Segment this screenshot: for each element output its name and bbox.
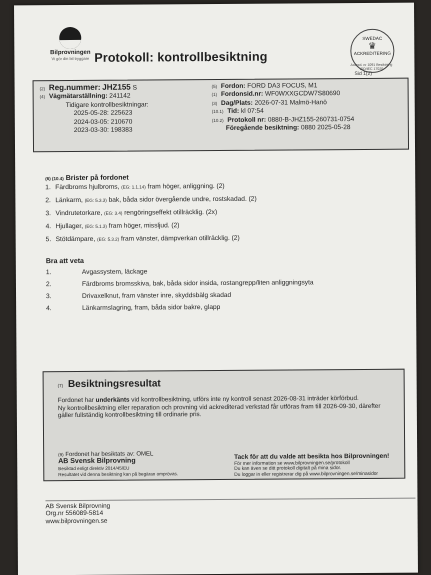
logo-emblem-icon bbox=[59, 27, 81, 49]
item-number: 1. bbox=[45, 184, 51, 192]
inspection-result-box bbox=[43, 369, 406, 482]
footer-org-number: Org.nr 556089-5814 bbox=[45, 510, 104, 518]
time-label: Tid: bbox=[227, 108, 240, 116]
defects-heading-text: Brister på fordonet bbox=[65, 174, 129, 183]
field-number: (1) bbox=[211, 92, 218, 98]
vehicle-value: FORD DA3 FOCUS, M1 bbox=[247, 82, 318, 90]
previous-inspections-label: Tidigare kontrollbesiktningar: bbox=[65, 101, 149, 109]
field-number: (3) bbox=[211, 100, 218, 106]
item-number: 4. bbox=[45, 223, 52, 231]
vehicle-label: Fordon: bbox=[220, 82, 246, 90]
field-number: (2) bbox=[39, 86, 46, 92]
item-number: 1. bbox=[45, 269, 52, 277]
defect-detail: rengöringseffekt otillräcklig. (2x) bbox=[122, 208, 218, 217]
reg-number-label: Reg.nummer: bbox=[48, 82, 101, 93]
odometer-value: 241142 bbox=[109, 92, 131, 101]
defect-detail: bak, båda sidor övergående undre, rostskadad. (2) bbox=[106, 195, 257, 204]
inspector-note: Resultatet vid denna besiktning kan på begäran omprövas. bbox=[58, 471, 179, 478]
thanks-info bbox=[234, 454, 404, 479]
swedac-seal-sub: ACKREDITERING bbox=[353, 50, 391, 57]
reg-number-suffix: S bbox=[132, 84, 137, 92]
defect-text: Hjullager, bbox=[55, 222, 84, 231]
defect-text: Länkarm, bbox=[55, 196, 83, 205]
defect-code: (EG: 3.4) bbox=[104, 210, 123, 216]
date-place-label: Dag/Plats: bbox=[220, 99, 253, 107]
inspector-info bbox=[58, 451, 218, 479]
protocol-sheet bbox=[14, 3, 418, 575]
field-number: (10.1) bbox=[211, 109, 224, 115]
item-number: 3. bbox=[46, 293, 52, 301]
good-to-know-heading: Bra att veta bbox=[45, 257, 84, 266]
logo-name: Bilprovningen bbox=[50, 49, 91, 57]
result-text bbox=[58, 395, 394, 420]
defect-detail: fram höger, anliggning. (2) bbox=[145, 182, 225, 191]
info-right-column bbox=[212, 82, 408, 134]
previous-inspection: 2024-03-05: 210670 bbox=[73, 118, 133, 126]
reg-number-value: JHZ155 bbox=[102, 82, 131, 92]
result-text-part: vid kontrollbesiktning, utförs inte ny kontroll senast 2026-08-31 inträder körförbud. bbox=[129, 395, 359, 404]
footer-website: www.bilprovningen.se bbox=[45, 517, 108, 526]
field-number: (10.2) bbox=[211, 117, 224, 123]
page-number: Sid 1(2) bbox=[354, 70, 373, 78]
protocol-number-label: Protokoll nr: bbox=[227, 116, 267, 124]
item-number: 2. bbox=[45, 281, 52, 289]
swedac-seal-text: SWEDAC bbox=[362, 35, 383, 41]
document-title: Protokoll: kontrollbesiktning bbox=[94, 49, 268, 65]
defects-section bbox=[45, 173, 396, 249]
result-text-part: Fordonet har bbox=[57, 396, 96, 405]
result-verdict: underkänts bbox=[95, 396, 130, 404]
inspector-directive: Besiktad enligt direktiv 2014/45/EU bbox=[58, 465, 130, 471]
footer-divider bbox=[45, 498, 415, 502]
info-left-column bbox=[40, 83, 210, 136]
note-item bbox=[46, 303, 396, 317]
item-number: 5. bbox=[45, 236, 52, 244]
previous-inspection-value: 0880 2025-05-28 bbox=[300, 124, 351, 132]
result-title bbox=[58, 378, 161, 390]
note-text: Färdbroms bromsskiva, bak, båda sidor insida, rostangrepp/liten anliggningsyta bbox=[81, 279, 314, 288]
bilprovningen-logo bbox=[40, 27, 100, 61]
item-number: 4. bbox=[46, 305, 52, 313]
odometer-label: Vägmätarställning: bbox=[48, 93, 108, 101]
thanks-text: Tack för att du valde att besikta hos Bilprovningen! bbox=[234, 452, 390, 461]
defect-text: Stötdämpare, bbox=[55, 235, 96, 244]
field-number: (6) (10.4) bbox=[45, 176, 64, 182]
crown-icon: ♛ bbox=[368, 40, 377, 51]
date-place-value: 2026-07-31 Malmö-Hanö bbox=[254, 99, 327, 107]
info-line: För mer information se www.bilprovningen.se/protokoll bbox=[234, 460, 350, 467]
vehicle-info-box bbox=[33, 78, 409, 153]
inspector-org: AB Svensk Bilprovning bbox=[58, 457, 136, 465]
note-text: Drivaxelknut, fram vänster inre, skyddsbälg skadad bbox=[82, 291, 232, 300]
defect-detail: fram vänster, dämpverkan otillräcklig. (2) bbox=[119, 234, 240, 243]
item-number: 2. bbox=[45, 197, 51, 205]
swedac-note: Ackred. nr 1091 Besiktning ISO/IEC 17020 bbox=[350, 62, 393, 72]
defect-detail: fram höger, missljud. (2) bbox=[106, 222, 180, 230]
note-text: Länkarmslagring, fram, båda sidor bakre, glapp bbox=[82, 303, 221, 312]
inspected-by-text: Fordonet har besiktats av: OMEL bbox=[65, 451, 154, 459]
defect-text: Vindrutetorkare, bbox=[55, 209, 103, 218]
defect-code: (EG: 1.1.14) bbox=[121, 184, 146, 190]
time-value: kl 07:54 bbox=[240, 107, 264, 116]
field-number: (5) bbox=[211, 83, 218, 90]
defect-code: (EG: 5.1.3) bbox=[84, 223, 107, 229]
field-number: (4) bbox=[39, 94, 46, 100]
previous-inspection: 2025-05-28: 225623 bbox=[73, 109, 133, 118]
vin-label: Fordonsid.nr: bbox=[220, 91, 264, 99]
note-text: Avgassystem, läckage bbox=[81, 268, 148, 276]
defect-code: (EG: 5.3.3) bbox=[84, 197, 107, 203]
protocol-number-value: 0880-B-JHZ155-260731-0754 bbox=[267, 115, 355, 124]
logo-tagline: Vi gör din bil tryggare bbox=[51, 55, 90, 62]
vin-value: WF0WXXGCDW7S80690 bbox=[264, 90, 341, 99]
result-title-text: Besiktningsresultat bbox=[67, 378, 161, 391]
field-number: (7) bbox=[57, 383, 64, 389]
defect-code: (EG: 5.3.2) bbox=[97, 236, 120, 242]
company-footer bbox=[45, 503, 110, 526]
defect-item bbox=[46, 234, 396, 249]
previous-inspection-row bbox=[212, 124, 408, 134]
good-to-know-section bbox=[46, 256, 396, 317]
item-number: 3. bbox=[45, 210, 51, 218]
footer-company: AB Svensk Bilprovning bbox=[45, 502, 111, 511]
field-number: (9) bbox=[58, 452, 64, 458]
previous-inspection-label: Föregående besiktning: bbox=[225, 124, 300, 132]
result-line-2: Ny kontrollbesiktning eller reparation och provning vid ackrediterad verkstad får utföras fram till 2026-09-30, därefter gäller fullständig kontrollbesiktning till ordinarie pris. bbox=[57, 402, 381, 420]
defects-heading bbox=[45, 173, 395, 182]
info-line: Du loggar in eller registrerar dig på www.bilprovningen.se/minasidor bbox=[234, 471, 379, 478]
defect-text: Färdbroms hjulbroms, bbox=[55, 183, 120, 192]
previous-inspection: 2023-03-30: 198383 bbox=[73, 126, 133, 135]
info-line: Du kan även se ditt protokoll digitalt på mina sidor. bbox=[234, 466, 342, 473]
